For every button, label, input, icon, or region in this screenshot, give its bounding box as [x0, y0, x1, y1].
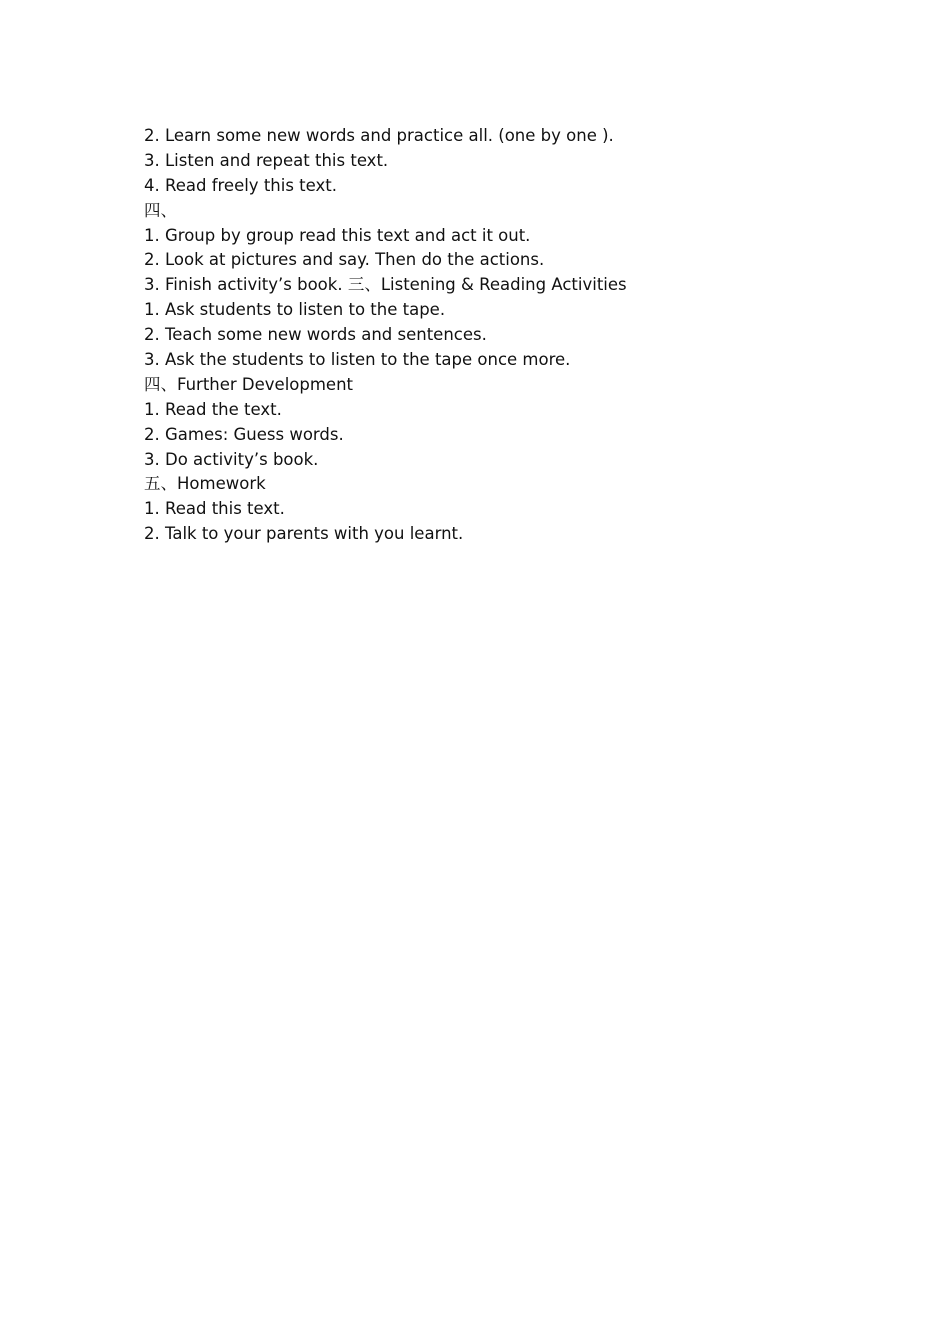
text-line: 1. Ask students to listen to the tape. — [144, 300, 446, 320]
section-heading: 五、Homework — [144, 474, 266, 494]
text-line: 1. Group by group read this text and act it out. — [144, 225, 531, 245]
section-heading: 四、Further Development — [144, 374, 354, 394]
text-line: 2. Look at pictures and say. Then do the actions. — [144, 250, 545, 270]
text-line: 3. Ask the students to listen to the tape once more. — [144, 350, 571, 370]
text-line: 3. Finish activity’s book. 三、Listening & Reading Activities — [144, 275, 627, 295]
text-line: 1. Read this text. — [144, 499, 285, 519]
text-line: 2. Games: Guess words. — [144, 424, 344, 444]
document-body — [144, 124, 844, 547]
text-line: 1. Read the text. — [144, 399, 282, 419]
text-line: 2. Teach some new words and sentences. — [144, 325, 487, 345]
text-line: 2. Learn some new words and practice all. (one by one ). — [144, 126, 614, 145]
text-line: 4. Read freely this text. — [144, 175, 337, 195]
text-line: 3. Listen and repeat this text. — [144, 150, 389, 170]
text-line: 2. Talk to your parents with you learnt. — [144, 524, 464, 544]
section-heading: 四、 — [144, 200, 177, 220]
text-line: 3. Do activity’s book. — [144, 449, 319, 469]
